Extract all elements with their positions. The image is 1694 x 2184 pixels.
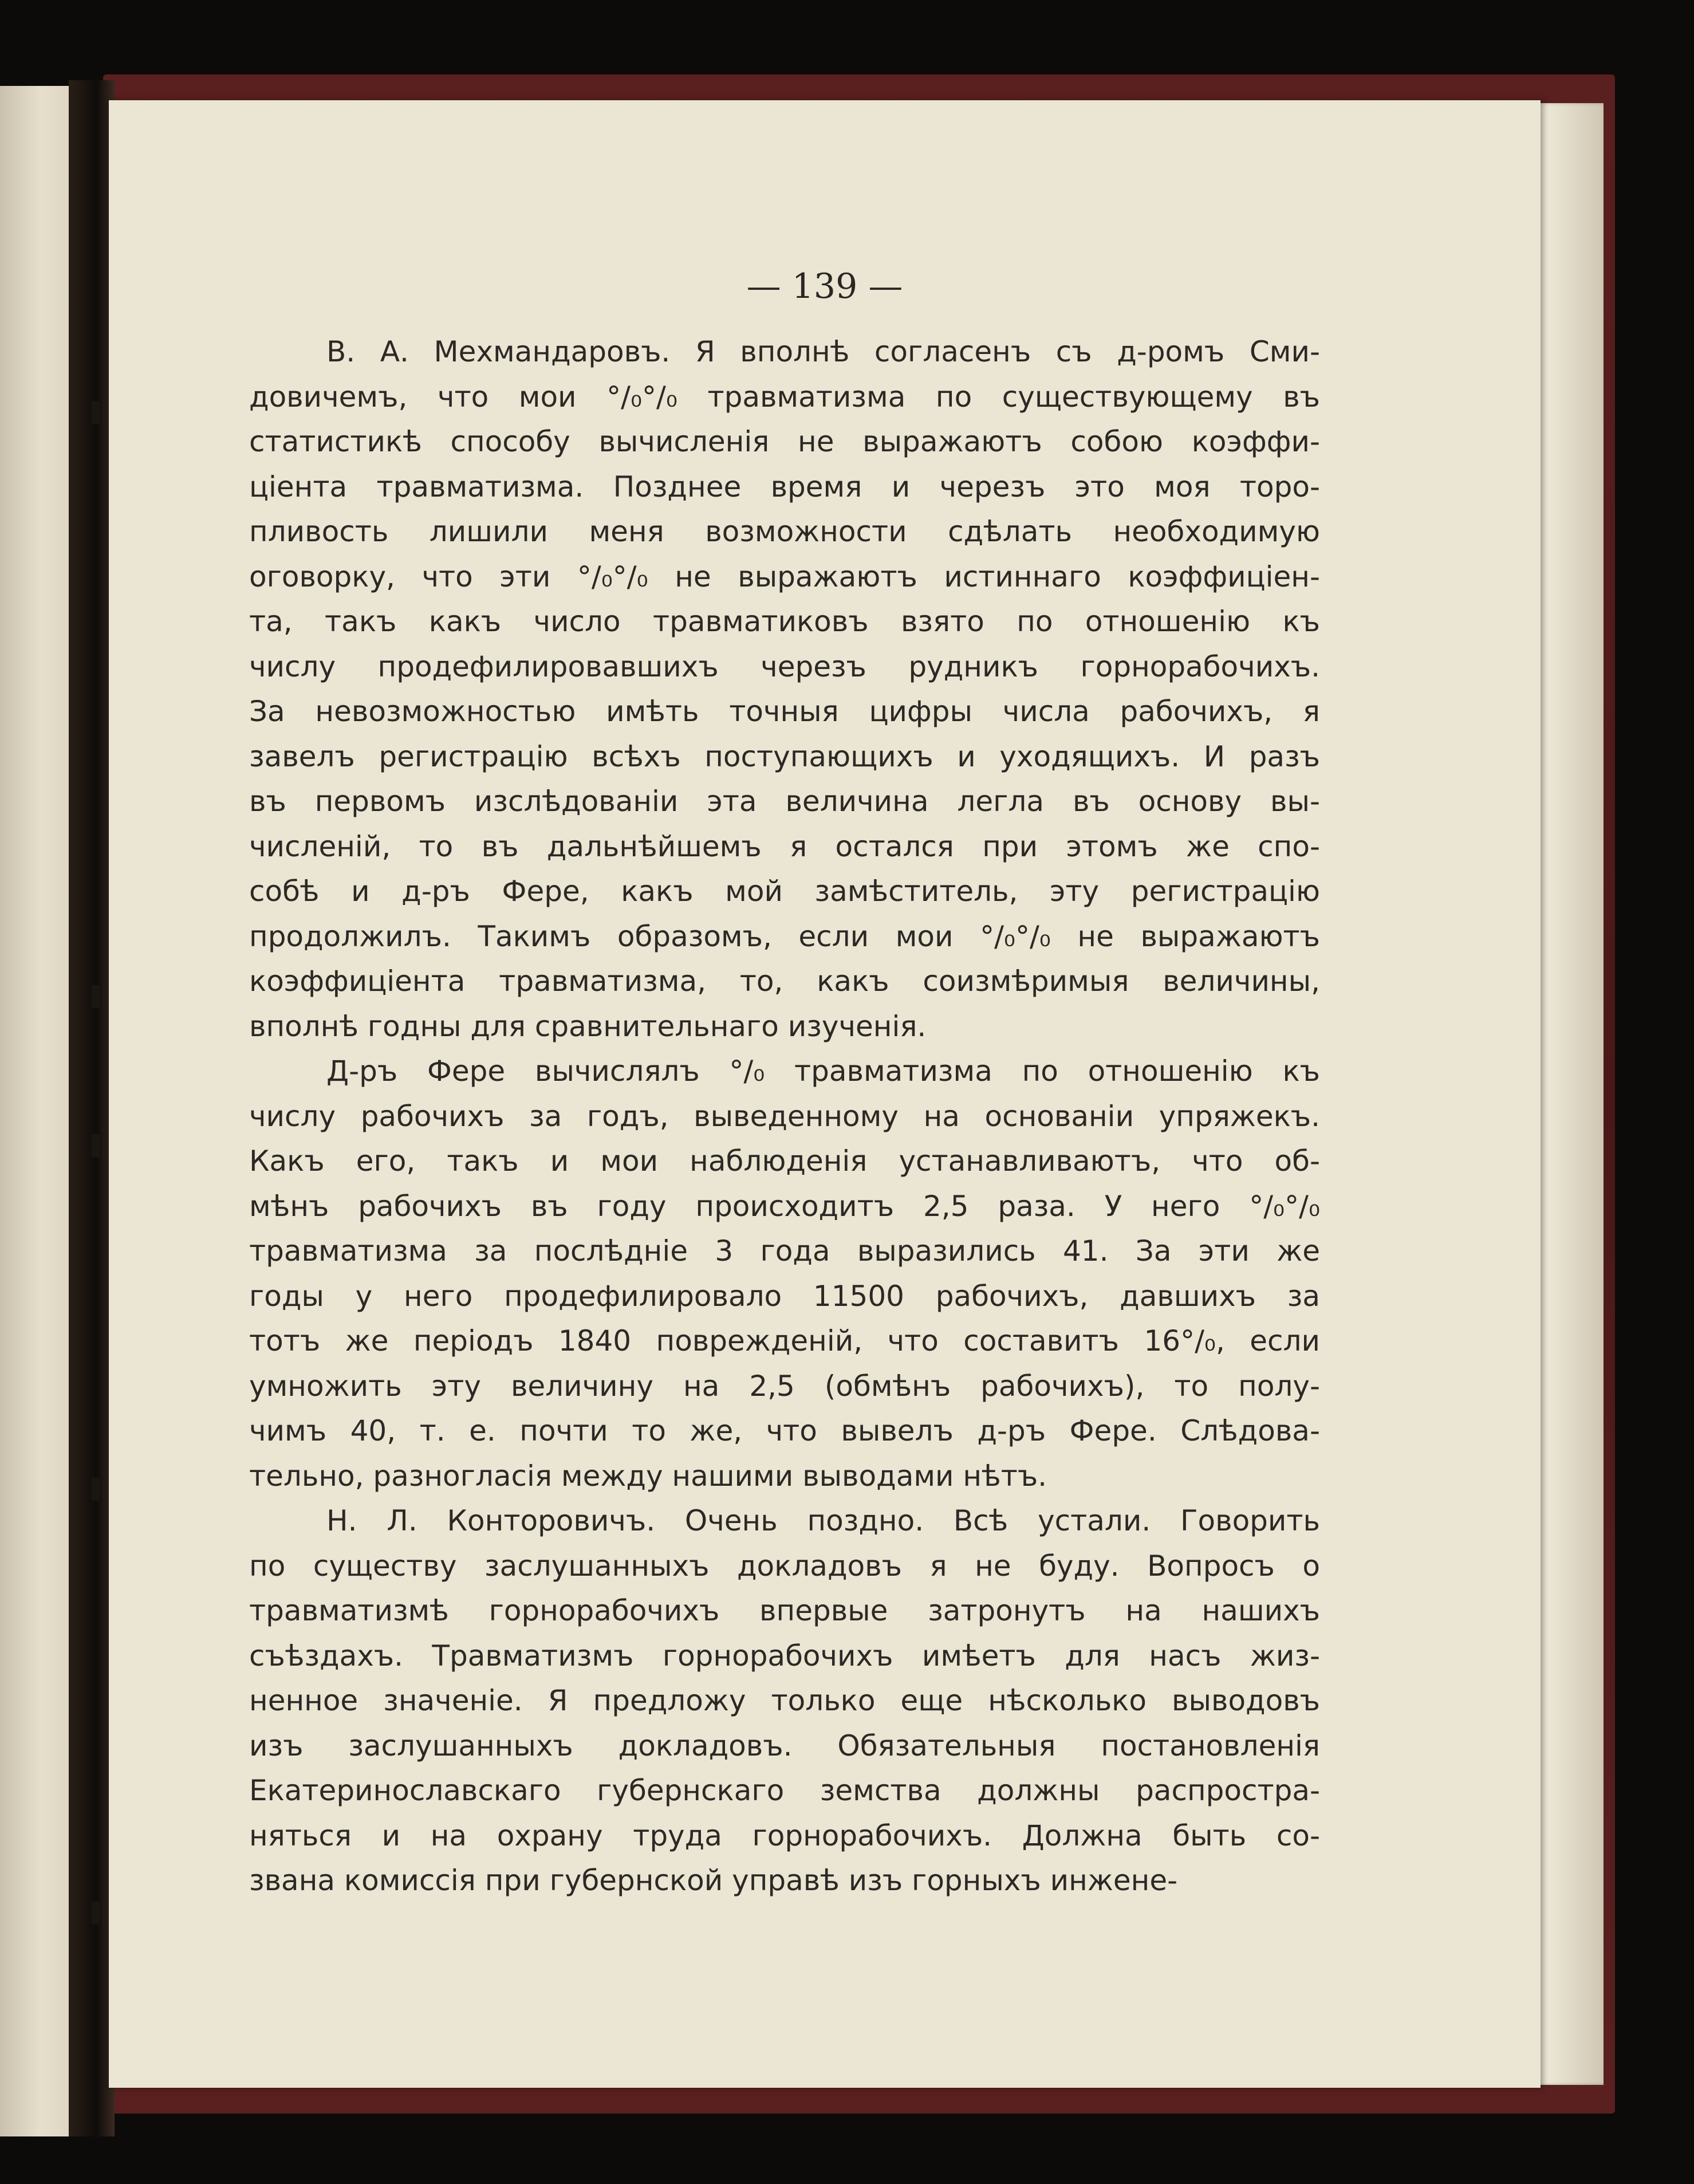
text-line: чимъ 40, т. е. почти то же, что вывелъ д-ръ Фере. Слѣдова- bbox=[249, 1414, 1320, 1447]
paragraph bbox=[249, 1049, 1320, 1498]
text-line: Н. Л. Конторовичъ. Очень поздно. Всѣ устали. Говорить bbox=[326, 1504, 1320, 1537]
text-line: тотъ же періодъ 1840 поврежденій, что составитъ 16°/₀, если bbox=[249, 1324, 1320, 1357]
text-line: продолжилъ. Такимъ образомъ, если мои °/₀°/₀ не выражаютъ bbox=[249, 919, 1320, 953]
text-line: тельно, разногласія между нашими выводами нѣтъ. bbox=[249, 1459, 1047, 1493]
text-line: мѣнъ рабочихъ въ году происходитъ 2,5 раза. У него °/₀°/₀ bbox=[249, 1189, 1320, 1223]
text-line: Д-ръ Фере вычислялъ °/₀ травматизма по отношенію къ bbox=[326, 1054, 1320, 1088]
left-page-edge bbox=[0, 86, 74, 2136]
text-line: пливость лишили меня возможности сдѣлать необходимую bbox=[249, 515, 1320, 548]
text-line: довичемъ, что мои °/₀°/₀ травматизма по существующему въ bbox=[249, 380, 1320, 414]
text-line: умножить эту величину на 2,5 (обмѣнъ рабочихъ), то полу- bbox=[249, 1369, 1320, 1403]
text-line: по существу заслушанныхъ докладовъ я не буду. Вопросъ о bbox=[249, 1549, 1320, 1583]
text-line: звана комиссія при губернской управѣ изъ горныхъ инжене- bbox=[249, 1864, 1178, 1897]
text-line: годы у него продефилировало 11500 рабочихъ, давшихъ за bbox=[249, 1279, 1320, 1313]
page-number: — 139 — bbox=[746, 266, 903, 306]
text-line: съѣздахъ. Травматизмъ горнорабочихъ имѣетъ для насъ жиз- bbox=[249, 1639, 1320, 1673]
text-line: завелъ регистрацію всѣхъ поступающихъ и уходящихъ. И разъ bbox=[249, 739, 1320, 773]
text-line: изъ заслушанныхъ докладовъ. Обязательныя постановленія bbox=[249, 1729, 1320, 1762]
text-line: статистикѣ способу вычисленія не выражаютъ собою коэффи- bbox=[249, 425, 1320, 458]
text-line: коэффиціента травматизма, то, какъ соизмѣримыя величины, bbox=[249, 965, 1320, 998]
text-line: За невозможностью имѣть точныя цифры числа рабочихъ, я bbox=[249, 695, 1320, 728]
text-line: та, такъ какъ число травматиковъ взято по отношенію къ bbox=[249, 605, 1320, 638]
book-gutter bbox=[69, 80, 115, 2136]
text-line: Какъ его, такъ и мои наблюденія устанавливаютъ, что об- bbox=[249, 1144, 1320, 1178]
text-line: Екатеринославскаго губернскаго земства должны распростра- bbox=[249, 1774, 1320, 1807]
text-line: ціента травматизма. Позднее время и черезъ это моя торо- bbox=[249, 470, 1320, 503]
text-line: вполнѣ годны для сравнительнаго изученія. bbox=[249, 1009, 927, 1043]
text-line: травматизмѣ горнорабочихъ впервые затронутъ на нашихъ bbox=[249, 1594, 1320, 1627]
text-line: оговорку, что эти °/₀°/₀ не выражаютъ истиннаго коэффиціен- bbox=[249, 560, 1320, 593]
paragraph bbox=[249, 1498, 1320, 1903]
text-line: собѣ и д-ръ Фере, какъ мой замѣститель, эту регистрацію bbox=[249, 875, 1320, 908]
text-line: В. А. Мехмандаровъ. Я вполнѣ согласенъ съ д-ромъ Сми- bbox=[326, 335, 1320, 368]
text-line: числу продефилировавшихъ черезъ рудникъ горнорабочихъ. bbox=[249, 650, 1320, 683]
text-line: численій, то въ дальнѣйшемъ я остался при этомъ же спо- bbox=[249, 829, 1320, 863]
body-text bbox=[249, 329, 1320, 1903]
text-line: числу рабочихъ за годъ, выведенному на основаніи упряжекъ. bbox=[249, 1099, 1320, 1133]
text-line: няться и на охрану труда горнорабочихъ. Должна быть со- bbox=[249, 1819, 1320, 1852]
book-page bbox=[109, 100, 1541, 2088]
text-line: въ первомъ изслѣдованіи эта величина легла въ основу вы- bbox=[249, 785, 1320, 818]
text-line: ненное значеніе. Я предложу только еще нѣсколько выводовъ bbox=[249, 1684, 1320, 1717]
text-line: травматизма за послѣдніе 3 года выразились 41. За эти же bbox=[249, 1234, 1320, 1268]
paragraph bbox=[249, 329, 1320, 1049]
